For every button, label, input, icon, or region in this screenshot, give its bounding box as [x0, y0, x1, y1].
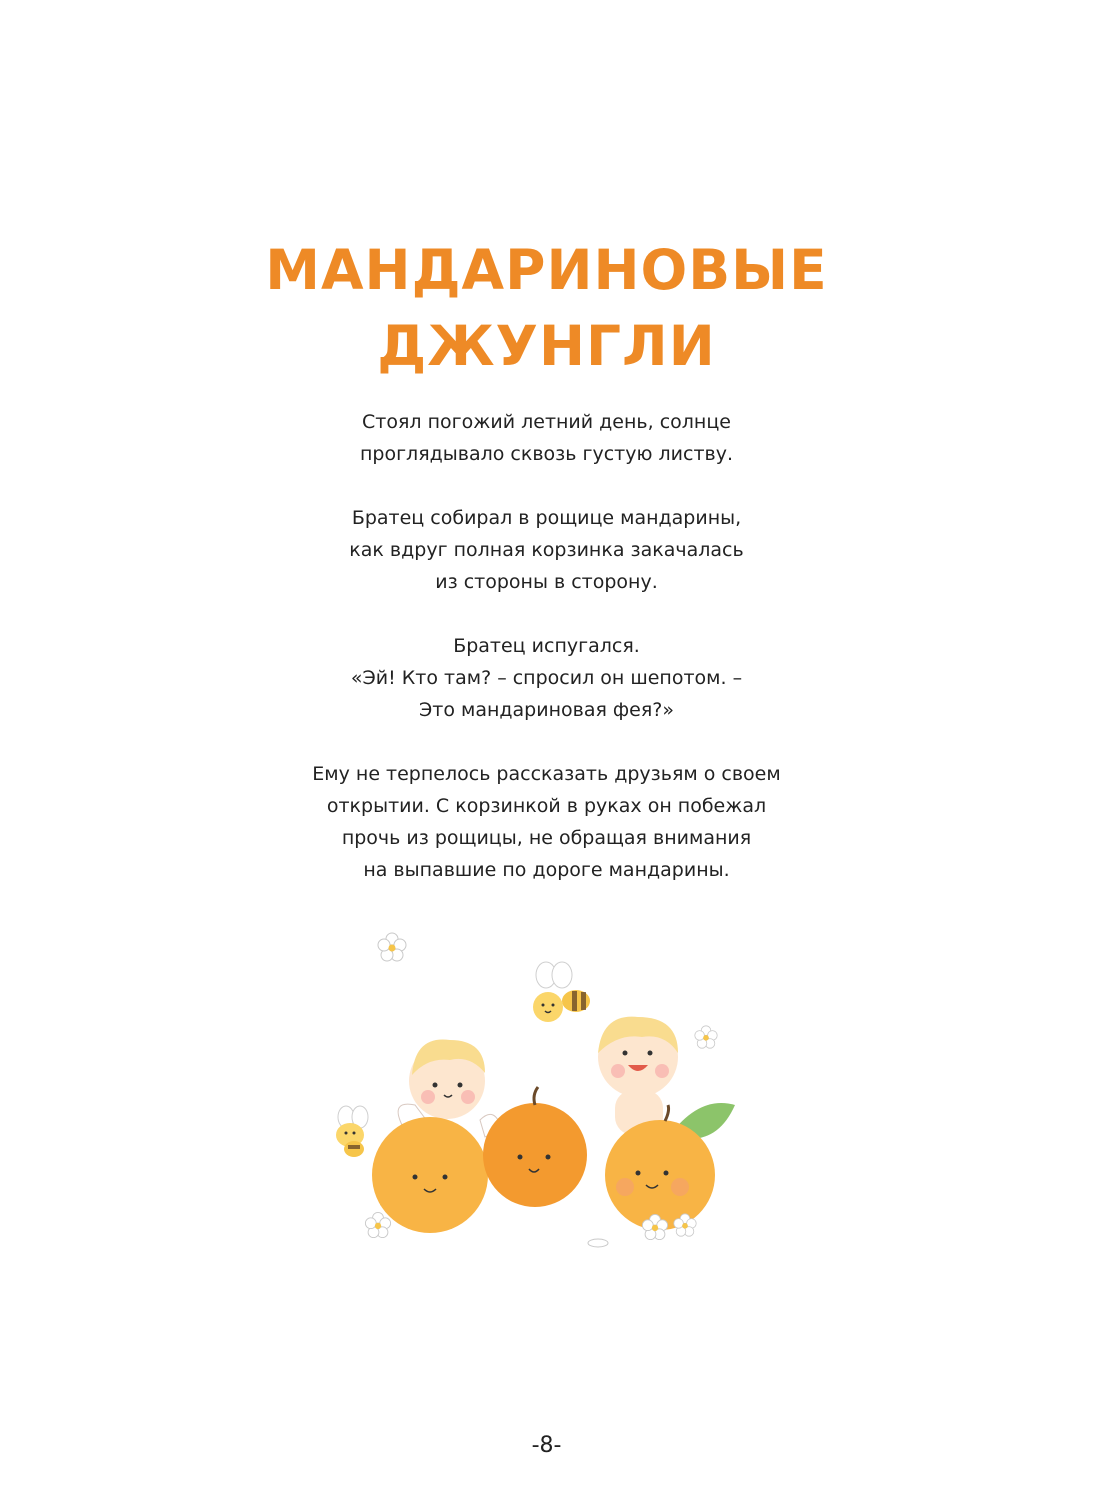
flower-icon	[365, 1212, 390, 1237]
petal-icon	[588, 1239, 608, 1247]
text-line: из стороны в сторону.	[435, 571, 658, 593]
chapter-title	[0, 232, 1093, 384]
flower-icon	[378, 933, 406, 961]
paragraph-4	[0, 758, 1093, 886]
flower-icon	[695, 1026, 717, 1048]
tangerine-middle-icon	[483, 1087, 587, 1207]
bee-icon	[336, 1106, 368, 1157]
tangerine-illustration	[320, 925, 740, 1265]
text-line: проглядывало сквозь густую листву.	[359, 443, 734, 465]
story-text	[0, 406, 1093, 918]
text-line: на выпавшие по дороге мандарины.	[363, 859, 730, 881]
paragraph-1	[0, 406, 1093, 470]
text-line: «Эй! Кто там? – спросил он шепотом. –	[350, 667, 743, 689]
paragraph-2	[0, 502, 1093, 598]
chapter-title-line-1: МАНДАРИНОВЫЕ	[265, 238, 828, 302]
text-line: как вдруг полная корзинка закачалась	[349, 539, 744, 561]
text-line: Братец испугался.	[453, 635, 640, 657]
text-line: открытии. С корзинкой в руках он побежал	[326, 795, 767, 817]
paragraph-3	[0, 630, 1093, 726]
text-line: Братец собирал в рощице мандарины,	[351, 507, 742, 529]
text-line: Стоял погожий летний день, солнце	[362, 411, 731, 433]
chapter-title-line-2: ДЖУНГЛИ	[377, 314, 716, 378]
page-number: -8-	[531, 1433, 562, 1458]
text-line: Это мандариновая фея?»	[418, 699, 674, 721]
bee-icon	[533, 962, 590, 1022]
tangerine-left-icon	[372, 1117, 488, 1233]
text-line: прочь из рощицы, не обращая внимания	[341, 827, 752, 849]
text-line: Ему не терпелось рассказать друзьям о своем	[312, 763, 781, 785]
